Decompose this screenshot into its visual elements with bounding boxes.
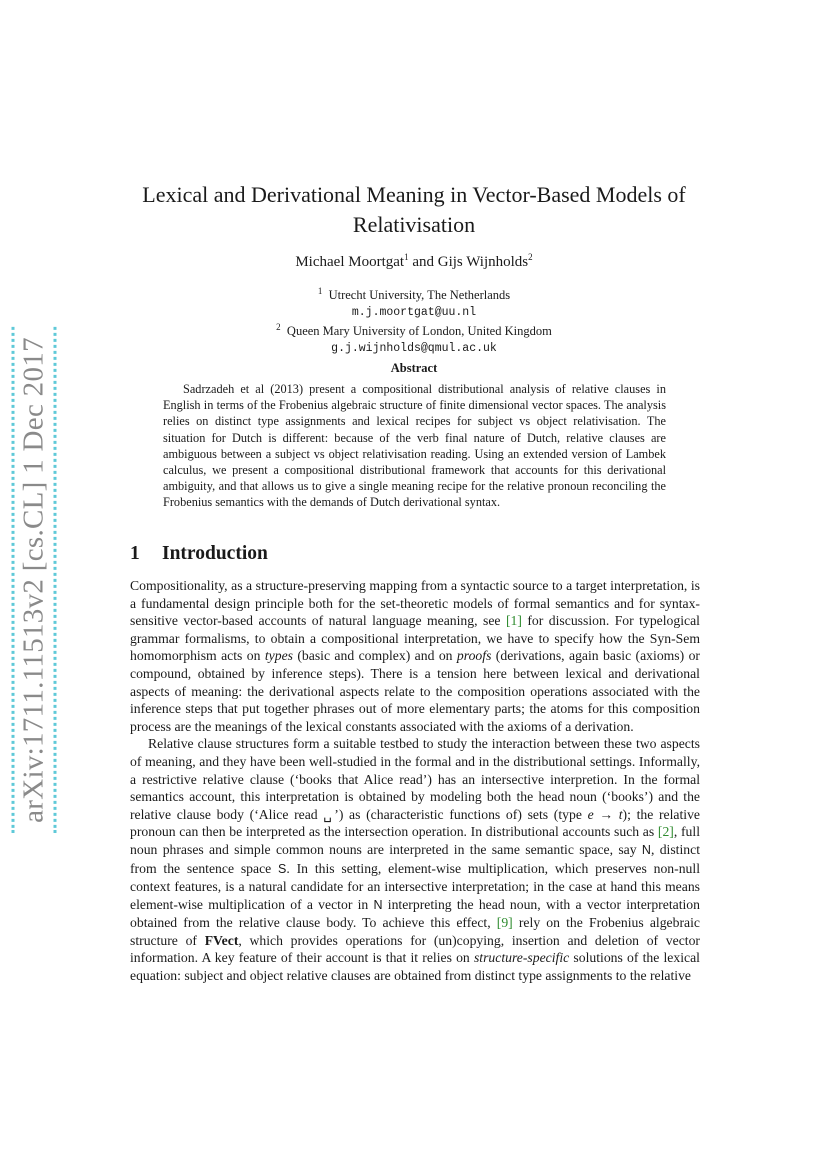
arxiv-identifier[interactable]: arXiv:1711.11513v2 [cs.CL] 1 Dec 2017	[12, 327, 57, 833]
space-symbol: S	[278, 861, 287, 876]
text-run: (basic and complex) and on	[292, 648, 457, 664]
bold-term: FVect	[204, 932, 239, 948]
text-run: ); the relative pronoun can then be interpreted as the intersection operation. In distributional accounts such as	[130, 806, 701, 840]
paragraph	[130, 735, 700, 984]
text-run: . In this setting, element-wise multiplication, which preserves non-null context features, is a natural candidate for an intersective interpretation; in the case at hand this means element-wise multiplication of a vector in	[130, 860, 701, 912]
arxiv-stamp-container	[17, 337, 50, 823]
section-title: Introduction	[162, 543, 268, 564]
text-run: Relative clause structures form a suitable testbed to study the interaction between these two aspects of meaning, and they have been well-studied in the formal and in the distributional settings. Informally, a restrictive relative clause (‘books that Alice read’) has an intersective interpretion. In the formal semantics account, this interpretation is obtained by modeling both the head noun (‘books’) and the relative clause body (‘Alice read ␣’) as (characteristic functions of) sets (type	[130, 736, 700, 822]
abstract-text: Sadrzadeh et al (2013) present a compositional distributional analysis of relative clauses in English in terms of the Frobenius algebraic structure of finite dimensional vector spaces. The analysis relies on distinct type assignments and lexical recipes for subject vs object relativisation. The situation for Dutch is different: because of the verb final nature of Dutch, relative clauses are ambiguous between a subject vs object relativisation reading. Using an extended version of Lambek calculus, we present a compositional distributional framework that accounts for this derivational ambiguity, and that allows us to give a single meaning recipe for the relative pronoun reconciling the Frobenius semantics with the demands of Dutch derivational syntax.	[163, 382, 666, 510]
affiliation-name: Queen Mary University of London, United Kingdom	[286, 324, 552, 338]
text-run: rely on the Frobenius algebraic structure of	[130, 915, 700, 948]
citation-link[interactable]: [9]	[496, 915, 513, 931]
affiliation-email[interactable]: m.j.moortgat@uu.nl	[351, 306, 477, 319]
section-number: 1	[130, 543, 140, 564]
abstract-heading: Abstract	[390, 361, 438, 375]
text-run: , distinct from the sentence space	[130, 841, 700, 876]
citation-link[interactable]: [1]	[505, 613, 522, 629]
text-run: , which provides operations for (un)copying, insertion and deletion of vector information. A key feature of their account is that it relies on	[130, 932, 700, 966]
affiliation-line	[120, 286, 708, 304]
affiliation-marker: 2	[528, 252, 533, 262]
text-run: , full noun phrases and simple common nouns are interpreted in the same semantic space, say	[130, 824, 700, 857]
space-symbol: N	[641, 842, 651, 857]
author-name: Michael Moortgat	[295, 254, 405, 270]
affiliation-marker: 1	[404, 252, 409, 262]
emphasis: structure-specific	[473, 950, 570, 966]
text-run: Compositionality, as a structure-preserving mapping from a syntactic source to a target interpretation, is a fundamental design principle both for the set-theoretic models of formal semantics and for syntax-sensitive vector-based accounts of natural language meaning, see	[130, 578, 700, 629]
space-symbol: N	[373, 897, 383, 912]
affiliation-name: Utrecht University, The Netherlands	[328, 288, 511, 302]
affiliations	[120, 286, 708, 358]
text-run: for discussion. For typelogical grammar formalisms, to obtain a compositional interpretation, we have to specify how the Syn-Sem homomorphism acts on	[130, 613, 700, 664]
paragraph	[130, 577, 700, 735]
author-name: Gijs Wijnholds	[437, 254, 529, 270]
section-heading	[130, 543, 268, 565]
text-run: (derivations, again basic (axioms) or compound, obtained by inference steps). There is a tension here between lexical and derivational aspects of meaning: the derivational aspects relate to the composition operations associated with the inference steps that put together phrases out of more elementary parts; the atoms for this composition process are the meanings of the lexical constants associated with the axioms of a derivation.	[130, 648, 700, 734]
text-run: interpreting the head noun, with a vector interpretation obtained from the relative clause body. To achieve this effect,	[130, 896, 700, 931]
author-conjunction: and	[408, 254, 438, 270]
emphasis: types	[264, 648, 293, 664]
author-list	[120, 254, 708, 271]
citation-link[interactable]: [2]	[657, 824, 674, 840]
affiliation-line	[120, 322, 708, 340]
emphasis: proofs	[456, 648, 492, 664]
paper-title: Lexical and Derivational Meaning in Vector-Based Models of Relativisation	[142, 182, 686, 237]
math-expression: e → t	[587, 806, 623, 822]
text-run: solutions of the lexical equation: subject and object relative clauses are obtained from distinct type assignments to the relative	[130, 950, 700, 984]
affiliation-marker: 2	[276, 321, 281, 332]
body-text	[130, 577, 700, 985]
affiliation-email[interactable]: g.j.wijnholds@qmul.ac.uk	[331, 342, 497, 355]
affiliation-marker: 1	[317, 285, 323, 296]
